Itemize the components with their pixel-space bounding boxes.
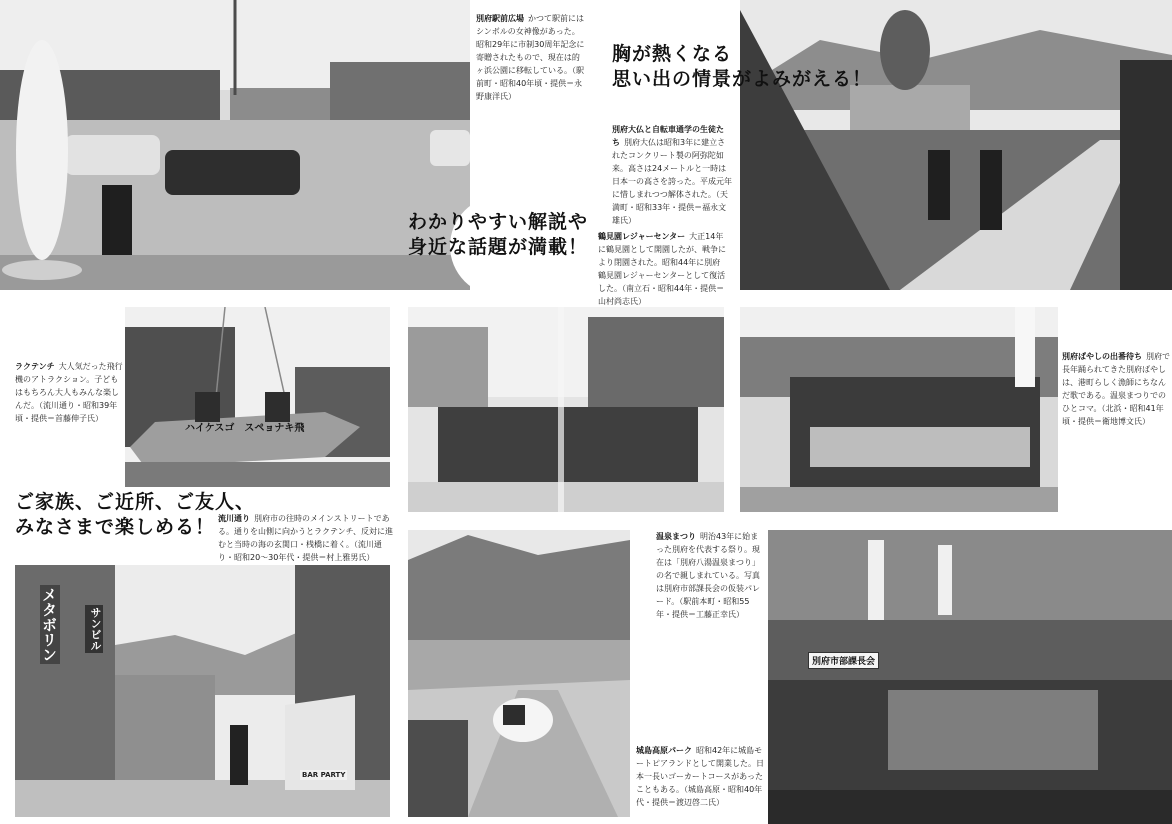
headline-left-line1: ご家族、ご近所、ご友人、	[15, 491, 256, 513]
plane-sign-text: ハイケスゴ スペョナキ飛	[185, 423, 305, 434]
caption-onsen-title: 温泉まつり	[656, 532, 696, 541]
photo-kijima-gokart	[408, 530, 630, 817]
headline-center-line2: 身近な話題が満載！	[408, 236, 589, 258]
caption-station-text: かつて駅前にはシンボルの女神像があった。昭和29年に市制30周年記念に寄贈されたもので、現在は的ヶ浜公園に移転している。（駅前町・昭和40年頃・提供＝永野康洋氏）	[476, 14, 585, 101]
headline-top-right-line2: 思い出の情景がよみがえる！	[612, 68, 873, 90]
caption-bayashi-text: 別府で長年踊られてきた別府ばやしは、港町らしく漁師にちなんだ歌である。温泉まつりでのひとコマ。（北浜・昭和41年頃・提供＝衛地博文氏）	[1062, 352, 1170, 426]
caption-rakutenchi-text: 大人気だった飛行機のアトラクション。子どもはもちろん大人もみんな楽しんだ。（流川通り・昭和39年頃・提供＝首藤伸子氏）	[15, 362, 123, 423]
caption-bayashi-title: 別府ばやしの出番待ち	[1062, 352, 1142, 361]
caption-tsurumien-text: 大正14年に鶴見園として開園したが、戦争により閉園された。昭和44年に別府鶴見園レジャーセンターとして復活した。（南立石・昭和44年・提供＝山村尚志氏）	[598, 232, 726, 306]
caption-bayashi	[1062, 350, 1170, 428]
caption-nagarekawa-title: 流川通り	[218, 514, 250, 523]
caption-onsen	[656, 530, 764, 621]
store-sign-sanbiru: サンビル	[85, 605, 103, 653]
photo-rakutenchi	[125, 307, 390, 487]
headline-left-line2: みなさまで楽しめる！	[15, 516, 216, 538]
caption-daibutsu-text: 別府大仏は昭和3年に建立されたコンクリート製の阿弥陀如来。高さは24メートルと一時は日本一の高さを誇った。平成元年に惜しまれつつ解体された。（天満町・昭和33年・提供＝福永文雄氏）	[612, 138, 732, 225]
photo-nagarekawa-street	[15, 565, 390, 817]
caption-station	[476, 12, 586, 103]
headline-center-line1: わかりやすい解説や	[408, 211, 589, 233]
photo-bayashi-dancers	[740, 307, 1058, 512]
caption-tsurumien	[598, 230, 728, 308]
parade-banner: 別府市部課長会	[808, 652, 879, 669]
headline-top-right	[612, 42, 872, 92]
caption-kijima	[636, 744, 764, 809]
headline-top-right-line1: 胸が熱くなる	[612, 43, 733, 65]
photo-station-plaza	[0, 0, 470, 290]
store-sign-metaborin: メタボリン	[40, 587, 58, 662]
caption-onsen-text: 明治43年に始まった別府を代表する祭り。現在は「別府八湯温泉まつり」の名で親しまれている。写真は別府市部課長会の仮装パレード。（駅前本町・昭和55年・提供＝工藤正幸氏）	[656, 532, 760, 619]
caption-kijima-title: 城島高原パーク	[636, 746, 692, 755]
caption-station-title: 別府駅前広場	[476, 14, 524, 23]
photo-onsen-matsuri	[768, 530, 1172, 824]
headline-center	[408, 210, 588, 260]
shop-sign-bar: BAR PARTY	[302, 771, 346, 779]
photo-tsurumien-group	[408, 307, 724, 512]
caption-daibutsu-title: 別府大仏と自転車通学の生徒たち	[612, 125, 724, 147]
caption-nagarekawa	[218, 512, 394, 564]
caption-tsurumien-title: 鶴見園レジャーセンター	[598, 232, 686, 241]
caption-rakutenchi-title: ラクテンチ	[15, 362, 55, 371]
caption-kijima-text: 昭和42年に城島モートピアランドとして開業した。日本一長いゴーカートコースがあったこともある。（城島高原・昭和40年代・提供＝渡辺啓二氏）	[636, 746, 764, 807]
caption-daibutsu	[612, 123, 732, 227]
caption-nagarekawa-text: 別府市の往時のメインストリートである。通りを山側に向かうとラクテンチ、反対に進むと当時の海の玄関口・桟橋に着く。（流川通り・昭和20〜30年代・提供＝村上雅男氏）	[218, 514, 394, 562]
caption-rakutenchi	[15, 360, 123, 425]
